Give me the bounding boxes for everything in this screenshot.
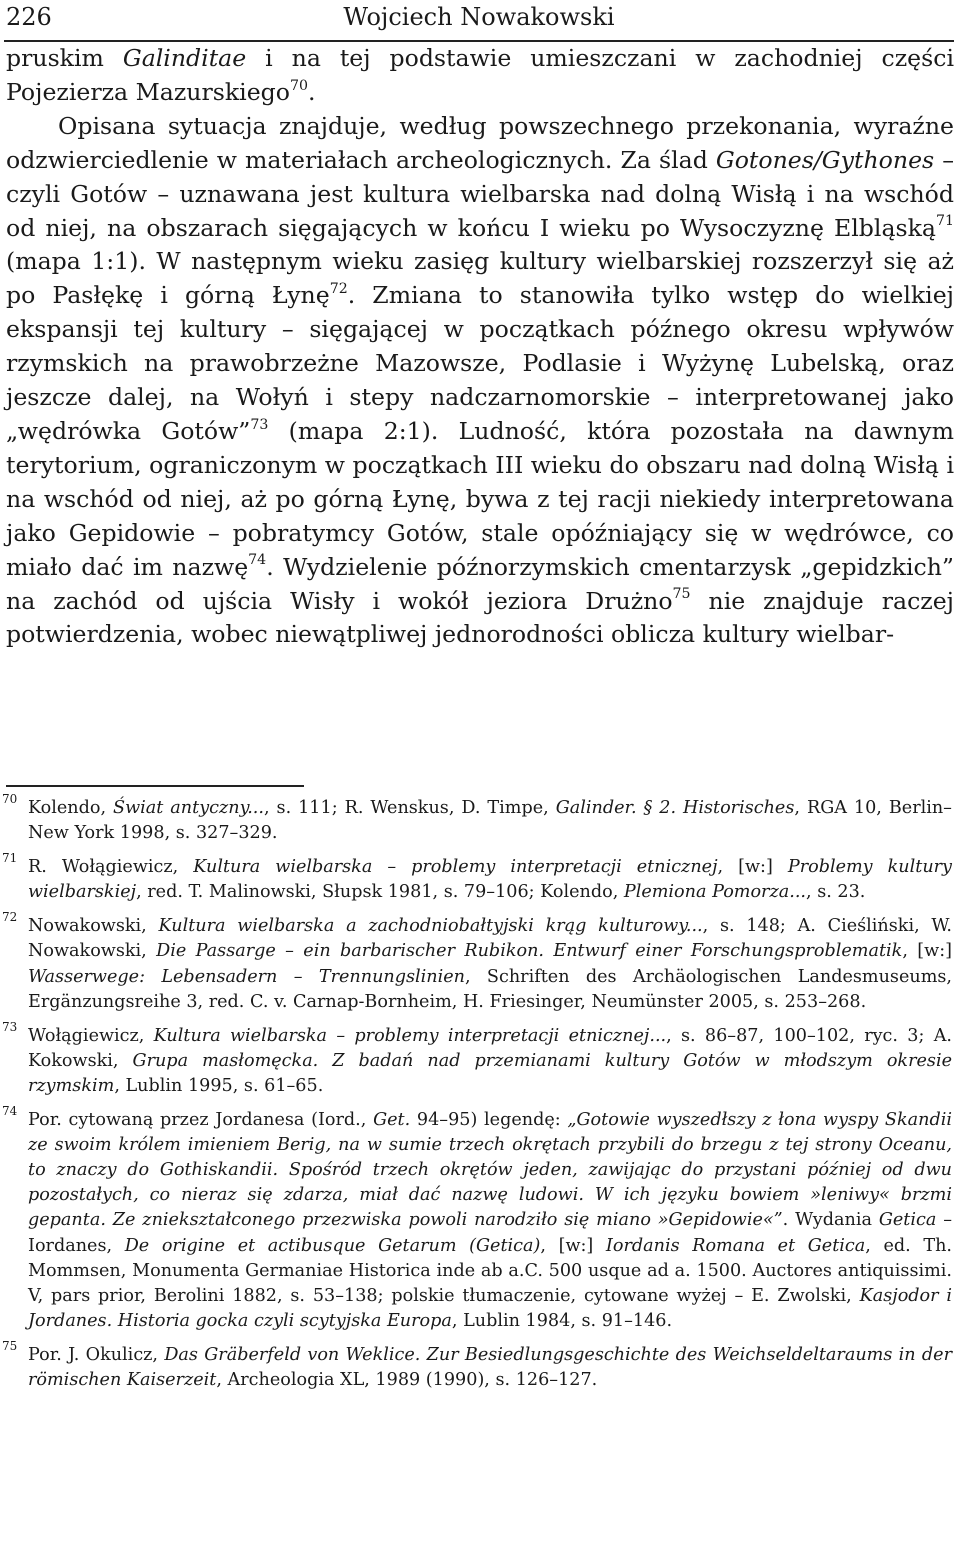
text-run: (mapa 2:1). Ludność, która pozostała na dawnym terytorium, ograniczonym w początkach III wieku do obszaru nad dolną Wisłą i na wschód od niej, aż po górną Łynę, bywa z tej racji niekiedy interpretowana jako Gepidowie – pobratymcy Gotów, stale opóźniający się w wędrówce, co miało dać im nazwę xyxy=(6,416,955,581)
text-run: , s. 111; R. Wenskus, D. Timpe, xyxy=(263,798,556,818)
italic-title: Kultura wielbarska – problemy interpretacji etnicznej... xyxy=(153,1025,667,1046)
footnotes xyxy=(2,792,953,1402)
italic-title: Kasjodor i Jordanes. Historia gocka czyli scytyjska Europa xyxy=(28,1285,952,1331)
footnote-ref-74[interactable]: 74 xyxy=(248,552,267,569)
footnote-70 xyxy=(2,792,952,846)
text-run: , [w:] xyxy=(717,857,788,878)
footnote-72 xyxy=(2,910,953,1014)
text-run: . Zmiana to stanowiła tylko wstęp do wielkiej ekspansji tej kultury – sięgającej w początkach późnego okresu wpływów rzymskich na prawobrzeżne Mazowsze, Podlasie i Wyżynę Lubelską, oraz jeszcze dalej, na Wołyń i stepy nadczarnomorskie – interpretowanej jako „wędrówka Gotów” xyxy=(6,281,954,445)
text-run: Wołągiewicz, xyxy=(28,1025,154,1046)
text-run: , s. 23. xyxy=(806,882,866,903)
main-text xyxy=(6,42,954,652)
footnote-number: 70 xyxy=(2,792,18,806)
text-run: Opisana sytuacja znajduje, według powszechnego przekonania, wyraźne odzwierciedlenie w materiałach archeologicznych. Za ślad xyxy=(6,111,954,174)
text-run: (mapa 1:1). W następnym wieku zasięg kultury wielbarskiej rozszerzył się aż po Pasłękę i górną Łynę xyxy=(6,247,954,310)
text-run: 94–95) legendę: xyxy=(410,1110,568,1131)
text-run: . Wydzielenie późnorzymskich cmentarzysk „gepidzkich” na zachód od ujścia Wisły i wokół jeziora Drużno xyxy=(6,552,954,615)
italic-title: De origine et actibusque Getarum (Getica) xyxy=(124,1235,541,1256)
footnote-ref-72[interactable]: 72 xyxy=(329,281,348,298)
footnote-ref-70[interactable]: 70 xyxy=(289,77,308,94)
text-run: , red. T. Malinowski, Słupsk 1981, s. 79–106; Kolendo, xyxy=(136,882,624,903)
text-run: , [w:] xyxy=(540,1235,606,1256)
text-run: . xyxy=(307,77,316,106)
text-run: , Lublin 1995, s. 61–65. xyxy=(114,1075,324,1096)
page-number: 226 xyxy=(6,3,52,31)
footnote-number: 75 xyxy=(2,1338,18,1353)
footnote-number: 73 xyxy=(2,1019,18,1034)
footnote-73 xyxy=(2,1019,952,1099)
text-run: pruskim xyxy=(6,44,123,72)
italic-title: Świat antyczny... xyxy=(113,798,264,818)
text-run: , Archeologia XL, 1989 (1990), s. 126–127. xyxy=(216,1369,598,1390)
text-run: – czyli Gotów – uznawana jest kultura wielbarska nad dolną Wisłą i na wschód od niej, na obszarach sięgających w końcu I wieku po Wysoczyznę Elbląską xyxy=(6,145,954,242)
italic-title: Problemy kultury wielbarskiej xyxy=(28,857,952,903)
text-run: , s. 148; A. Cieśliński, W. Nowakowski, xyxy=(28,916,953,962)
italic-title: Kultura wielbarska – problemy interpretacji etnicznej xyxy=(193,857,718,878)
paragraph-2 xyxy=(6,110,954,653)
text-run: Kolendo, xyxy=(28,798,114,818)
text-run: , ed. Th. Mommsen, Monumenta Germaniae Historica inde ab a.C. 500 usque ad a. 1500. Auctores antiquissimi. V, pars prior, Berolini 1882, s. 53–138; polskie tłumaczenie, cytowane wyżej – E. Zwolski, xyxy=(28,1235,953,1306)
text-run: . Wydania xyxy=(782,1210,879,1231)
text-run: , Lublin 1984, s. 91–146. xyxy=(451,1310,673,1331)
footnote-number: 71 xyxy=(2,851,18,866)
italic-title: Grupa masłomęcka. Z badań nad przemianami kultury Gotów w młodszym okresie rzymskim xyxy=(28,1050,952,1096)
italic-quotation: „Gotowie wyszedłszy z łona wyspy Skandii ze swoim królem imieniem Berig, na w sumie trzech okrętach przybili do brzegu z tej strony Oceanu, to znaczy do Gothiskandii. Spośród trzech okrętów jeden, zawijając do przystani później od dwu pozostałych, co nieraz się zdarza, miał dać nazwę ludowi. W ich języku bowiem »leniwy« brzmi gepanta. Ze zniekształconego przezwiska powoli narodziło się miano »Gepidowie«” xyxy=(28,1110,952,1231)
footnote-75 xyxy=(2,1338,952,1393)
running-header xyxy=(4,0,954,42)
italic-title: Iordanis Romana et Getica xyxy=(605,1235,866,1256)
italic-title: Die Passarge – ein barbarischer Rubikon. Entwurf einer Forschungsproblematik xyxy=(156,941,903,962)
footnote-number: 72 xyxy=(2,910,18,925)
text-run: – Iordanes, xyxy=(28,1210,953,1256)
text-run: , [w:] xyxy=(902,941,952,962)
text-run: Por. cytowaną przez Jordanesa (Iord., xyxy=(28,1110,374,1131)
italic-title: Get. xyxy=(373,1110,411,1131)
text-run: Nowakowski, xyxy=(28,916,159,937)
footnote-71 xyxy=(2,851,952,905)
running-head-author: Wojciech Nowakowski xyxy=(343,3,615,31)
italic-title: Das Gräberfeld von Weklice. Zur Besiedlungsgeschichte des Weichseldeltaraums in der römischen Kaiserzeit xyxy=(28,1344,952,1390)
text-run: , RGA 10, Berlin–New York 1998, s. 327–329. xyxy=(28,798,952,844)
italic-term: Galinditae xyxy=(122,44,247,72)
italic-title: Kultura wielbarska a zachodniobałtyjski krąg kulturowy... xyxy=(158,916,703,937)
italic-title: Plemiona Pomorza... xyxy=(623,882,807,903)
footnote-number: 74 xyxy=(2,1104,18,1119)
text-run: R. Wołągiewicz, xyxy=(28,857,194,878)
italic-title: Getica xyxy=(878,1210,937,1231)
paragraph-1 xyxy=(6,42,954,110)
text-run: nie znajduje raczej potwierdzenia, wobec niewątpliwej jednorodności oblicza kultury wielbar- xyxy=(6,586,954,649)
italic-title: Galinder. § 2. Historisches xyxy=(555,798,795,818)
footnote-ref-71[interactable]: 71 xyxy=(935,213,954,230)
italic-title: Wasserwege: Lebensadern – Trennungslinien xyxy=(28,966,465,987)
footnote-ref-73[interactable]: 73 xyxy=(250,416,269,433)
footnote-74 xyxy=(2,1104,953,1334)
text-run: Por. J. Okulicz, xyxy=(28,1344,165,1365)
footnote-separator xyxy=(6,785,304,787)
text-run: i na tej podstawie umieszczani w zachodniej części Pojezierza Mazurskiego xyxy=(6,44,954,106)
italic-term: Gotones/Gythones xyxy=(715,145,935,174)
text-run: , s. 86–87, 100–102, ryc. 3; A. Kokowski, xyxy=(28,1025,952,1071)
footnote-ref-75[interactable]: 75 xyxy=(672,586,691,603)
text-run: , Schriften des Archäologischen Landesmuseums, Ergänzungsreihe 3, red. C. v. Carnap-Bornheim, H. Friesinger, Neumünster 2005, s. 253–268. xyxy=(28,966,952,1012)
